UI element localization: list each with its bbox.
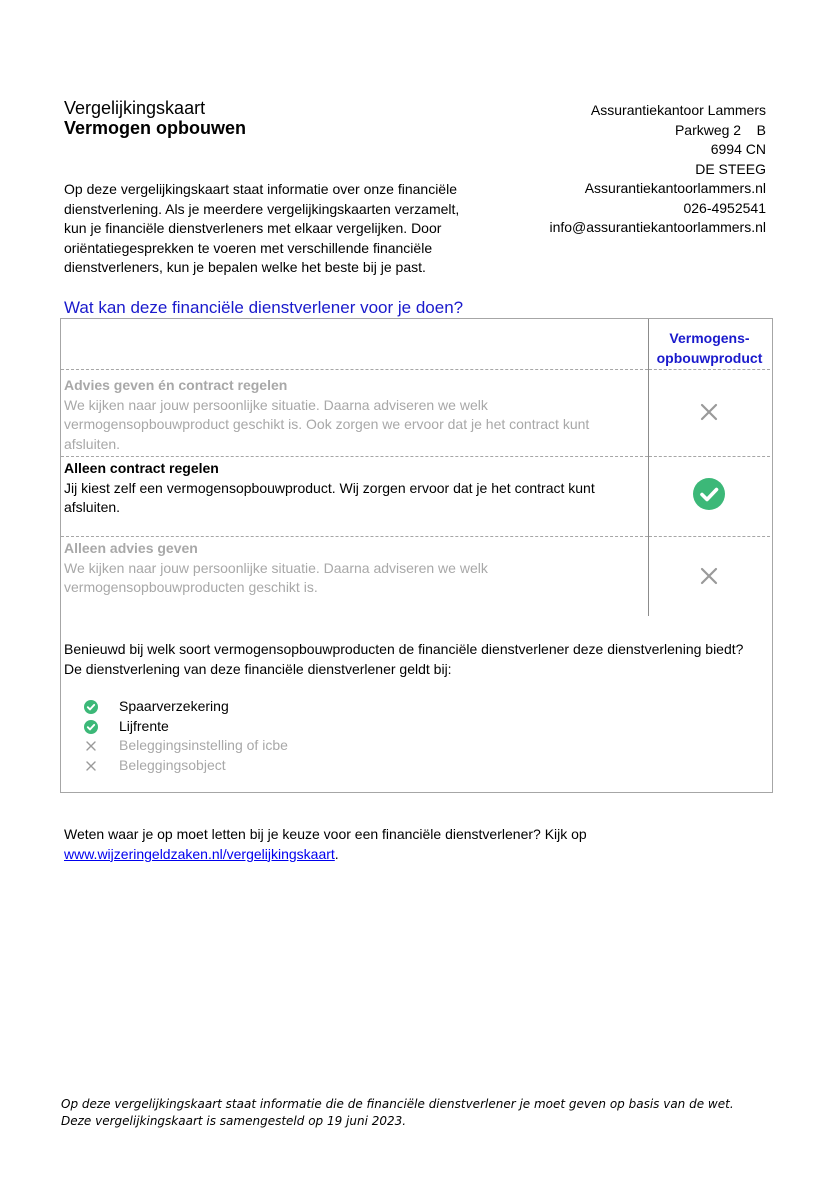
service-row-alleen-contract bbox=[64, 459, 634, 518]
company-name: Assurantiekantoor Lammers bbox=[590, 102, 766, 118]
page-subtitle: Vermogen opbouwen bbox=[64, 118, 247, 138]
service-row-advies-en-contract bbox=[64, 376, 634, 454]
row-separator bbox=[649, 456, 770, 457]
check-circle-icon bbox=[84, 720, 98, 734]
check-circle-icon bbox=[84, 700, 98, 714]
service-row-description: We kijken naar jouw persoonlijke situatie. Daarna adviseren we welk vermogensopbouwproducten geschikt is. bbox=[64, 559, 488, 595]
company-postcode: 6994 CN bbox=[710, 141, 766, 157]
section-heading: Wat kan deze financiële dienstverlener voor je doen? bbox=[64, 298, 464, 317]
row-separator bbox=[61, 456, 648, 457]
service-row-description: We kijken naar jouw persoonlijke situatie. Daarna adviseren we welk vermogensopbouwproduct geschikt is. Ook zorgen we ervoor dat je het contract kunt afsluiten. bbox=[64, 396, 590, 452]
row-separator bbox=[61, 369, 648, 370]
product-label: Beleggingsinstelling of icbe bbox=[119, 737, 288, 753]
service-row-title: Advies geven én contract regelen bbox=[64, 377, 288, 393]
check-circle-icon bbox=[693, 478, 725, 510]
bottom-note bbox=[64, 825, 764, 864]
cross-icon bbox=[699, 566, 719, 586]
column-header-line2: opbouwproduct bbox=[656, 350, 763, 366]
company-street: Parkweg 2 B bbox=[674, 121, 766, 138]
service-row-title: Alleen advies geven bbox=[64, 540, 198, 556]
bottom-note-text: Weten waar je op moet letten bij je keuze voor een financiële dienstverlener? Kijk op bbox=[64, 826, 587, 842]
vergelijkingskaart-link[interactable]: www.wijzeringeldzaken.nl/vergelijkingskaart bbox=[64, 845, 335, 862]
company-city: DE STEEG bbox=[695, 160, 766, 177]
product-label: Beleggingsobject bbox=[119, 757, 226, 773]
cross-icon bbox=[84, 759, 98, 773]
company-phone: 026-4952541 bbox=[683, 199, 766, 216]
bottom-note-suffix: . bbox=[334, 845, 339, 862]
products-question bbox=[64, 640, 764, 679]
row-separator bbox=[649, 369, 770, 370]
row-separator bbox=[61, 536, 648, 537]
company-email: info@assurantiekantoorlammers.nl bbox=[549, 219, 766, 235]
company-address bbox=[549, 101, 766, 238]
page-title: Vergelijkingskaart bbox=[64, 98, 206, 118]
product-label: Spaarverzekering bbox=[119, 698, 229, 714]
cross-icon bbox=[84, 739, 98, 753]
footer-disclaimer: Op deze vergelijkingskaart staat informatie die de financiële dienstverlener je moet geven op basis van de wet. Deze vergelijkingskaart is samengesteld op 19 juni 2023. bbox=[61, 1097, 734, 1128]
column-header bbox=[649, 328, 770, 368]
products-question-line2: De dienstverlening van deze financiële dienstverlener geldt bij: bbox=[64, 660, 452, 677]
cross-icon bbox=[699, 402, 719, 422]
service-row-title: Alleen contract regelen bbox=[64, 460, 219, 476]
column-header-line1: Vermogens- bbox=[669, 330, 750, 346]
product-label: Lijfrente bbox=[119, 718, 169, 734]
service-row-alleen-advies bbox=[64, 539, 634, 598]
row-separator bbox=[649, 536, 770, 537]
intro-text: Op deze vergelijkingskaart staat informatie over onze financiële dienstverlening. Als je meerdere vergelijkingskaarten verzamelt, kun je financiële dienstverleners met elkaar vergelijken. Door oriëntatiegesprekken te voeren met verschillende financiële dienstverleners, kun je bepalen welke het beste bij je past. bbox=[64, 181, 460, 275]
company-website: Assurantiekantoorlammers.nl bbox=[584, 180, 766, 196]
products-question-line1: Benieuwd bij welk soort vermogensopbouwproducten de financiële dienstverlener deze dienstverlening biedt? bbox=[64, 641, 744, 657]
service-row-description: Jij kiest zelf een vermogensopbouwproduct. Wij zorgen ervoor dat je het contract kunt afsluiten. bbox=[64, 479, 595, 515]
